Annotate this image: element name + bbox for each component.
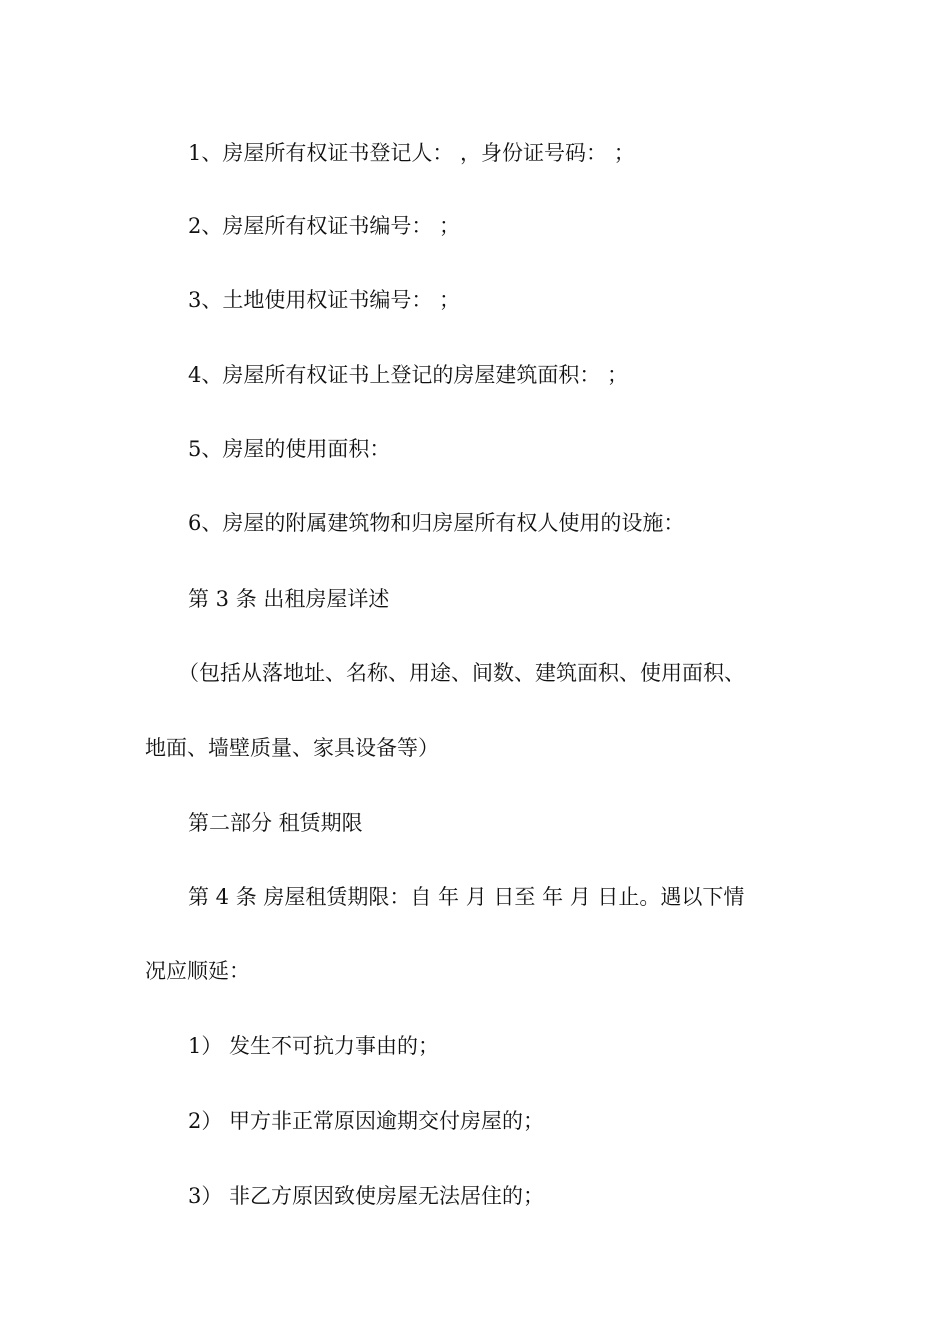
extension-item-2: 2） 甲方非正常原因逾期交付房屋的； bbox=[188, 1109, 545, 1133]
owner-registrant-line: 1、房屋所有权证书登记人： ，身份证号码： ； bbox=[188, 141, 635, 165]
article-3-heading: 第 3 条 出租房屋详述 bbox=[188, 587, 390, 611]
usable-area-line: 5、房屋的使用面积： bbox=[188, 437, 391, 461]
article-4-line-1: 第 4 条 房屋租赁期限：自 年 月 日至 年 月 日止。遇以下情 bbox=[188, 885, 745, 909]
article-4-line-2: 况应顺延： bbox=[145, 959, 250, 983]
extension-item-1: 1） 发生不可抗力事由的； bbox=[188, 1034, 440, 1058]
article-3-description-line-2: 地面、墙壁质量、家具设备等） bbox=[145, 736, 439, 760]
ownership-certificate-number-line: 2、房屋所有权证书编号： ； bbox=[188, 214, 461, 238]
building-area-line: 4、房屋所有权证书上登记的房屋建筑面积： ； bbox=[188, 363, 629, 387]
land-certificate-number-line: 3、土地使用权证书编号： ； bbox=[188, 288, 461, 312]
part-2-heading: 第二部分 租赁期限 bbox=[188, 811, 363, 835]
article-3-description-line-1: （包括从落地址、名称、用途、间数、建筑面积、使用面积、 bbox=[178, 661, 745, 685]
extension-item-3: 3） 非乙方原因致使房屋无法居住的； bbox=[188, 1184, 545, 1208]
ancillary-facilities-line: 6、房屋的附属建筑物和归房屋所有权人使用的设施： bbox=[188, 511, 685, 535]
